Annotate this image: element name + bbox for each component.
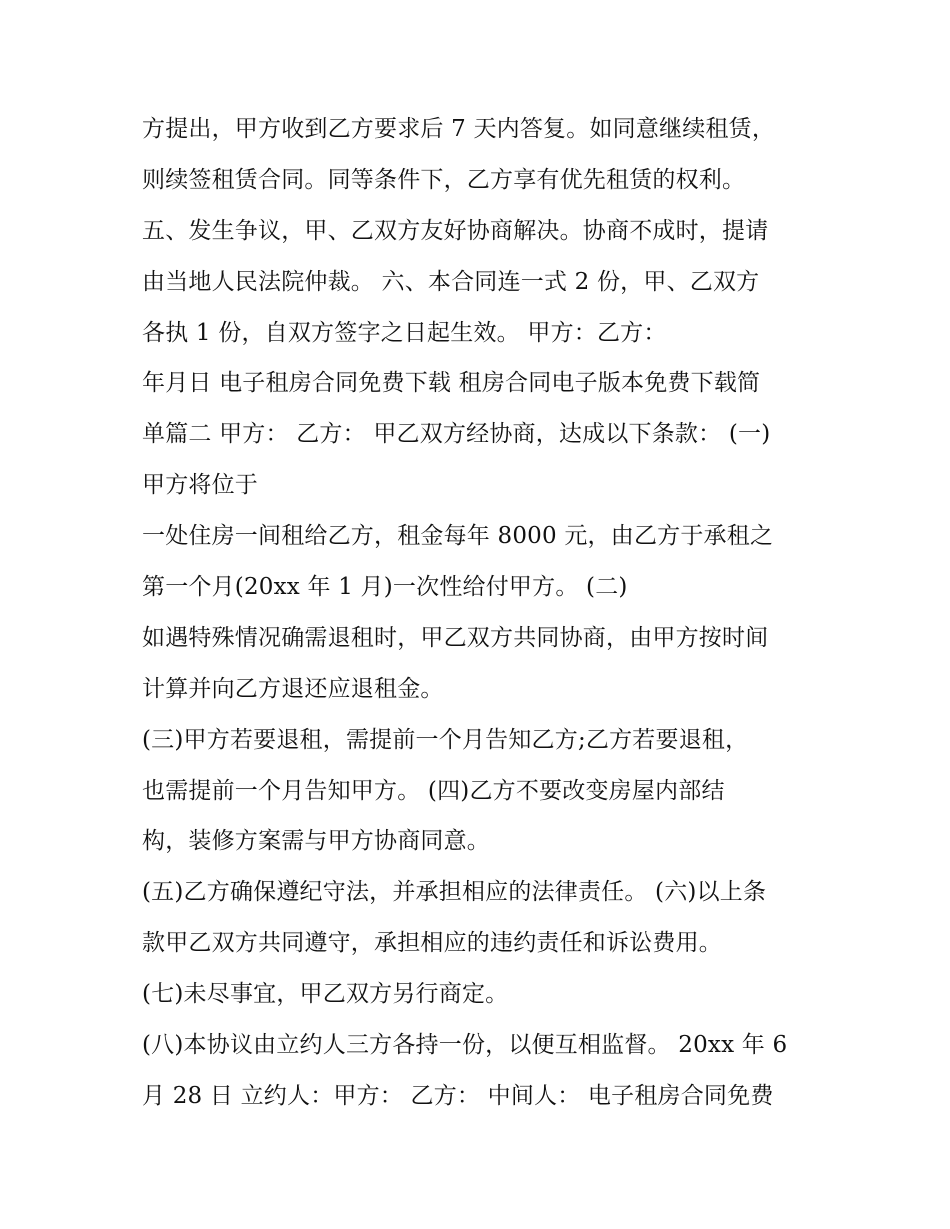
text-line: 计算并向乙方退还应退租金。	[142, 675, 444, 702]
text-line: (七)未尽事宜，甲乙双方另行商定。	[142, 981, 509, 1008]
contract-text	[142, 104, 842, 1122]
text-line: 月 28 日 立约人：甲方： 乙方： 中间人： 电子租房合同免费	[142, 1082, 774, 1109]
text-line: 如遇特殊情况确需退租时，甲乙双方共同协商，由甲方按时间	[142, 624, 769, 651]
text-line: (八)本协议由立约人三方各持一份，以便互相监督。 20xx 年 6	[142, 1032, 788, 1059]
text-line: 构，装修方案需与甲方协商同意。	[142, 828, 490, 855]
text-line: (五)乙方确保遵纪守法，并承担相应的法律责任。 (六)以上条	[142, 879, 767, 906]
text-line: 由当地人民法院仲裁。 六、本合同连一式 2 份，甲、乙双方	[142, 268, 760, 295]
text-line: 则续签租赁合同。同等条件下，乙方享有优先租赁的权利。	[142, 166, 746, 193]
text-line: 第一个月(20xx 年 1 月)一次性给付甲方。 (二)	[142, 574, 628, 601]
text-line: 五、发生争议，甲、乙双方友好协商解决。协商不成时，提请	[142, 217, 769, 244]
text-line: 方提出，甲方收到乙方要求后 7 天内答复。如同意继续租赁，	[142, 116, 776, 142]
text-line: 单篇二 甲方： 乙方： 甲乙双方经协商，达成以下条款： (一)	[142, 421, 771, 448]
text-line: 甲方将位于	[142, 472, 258, 499]
text-line: (三)甲方若要退租，需提前一个月告知乙方;乙方若要退租，	[142, 726, 749, 753]
text-line: 各执 1 份，自双方签字之日起生效。 甲方：乙方：	[142, 319, 667, 346]
text-line: 也需提前一个月告知甲方。 (四)乙方不要改变房屋内部结	[142, 777, 725, 804]
text-line: 年月日 电子租房合同免费下载 租房合同电子版本免费下载简	[142, 370, 761, 397]
text-line: 款甲乙双方共同遵守，承担相应的违约责任和诉讼费用。	[142, 930, 722, 957]
text-line: 一处住房一间租给乙方，租金每年 8000 元，由乙方于承租之	[142, 523, 774, 550]
